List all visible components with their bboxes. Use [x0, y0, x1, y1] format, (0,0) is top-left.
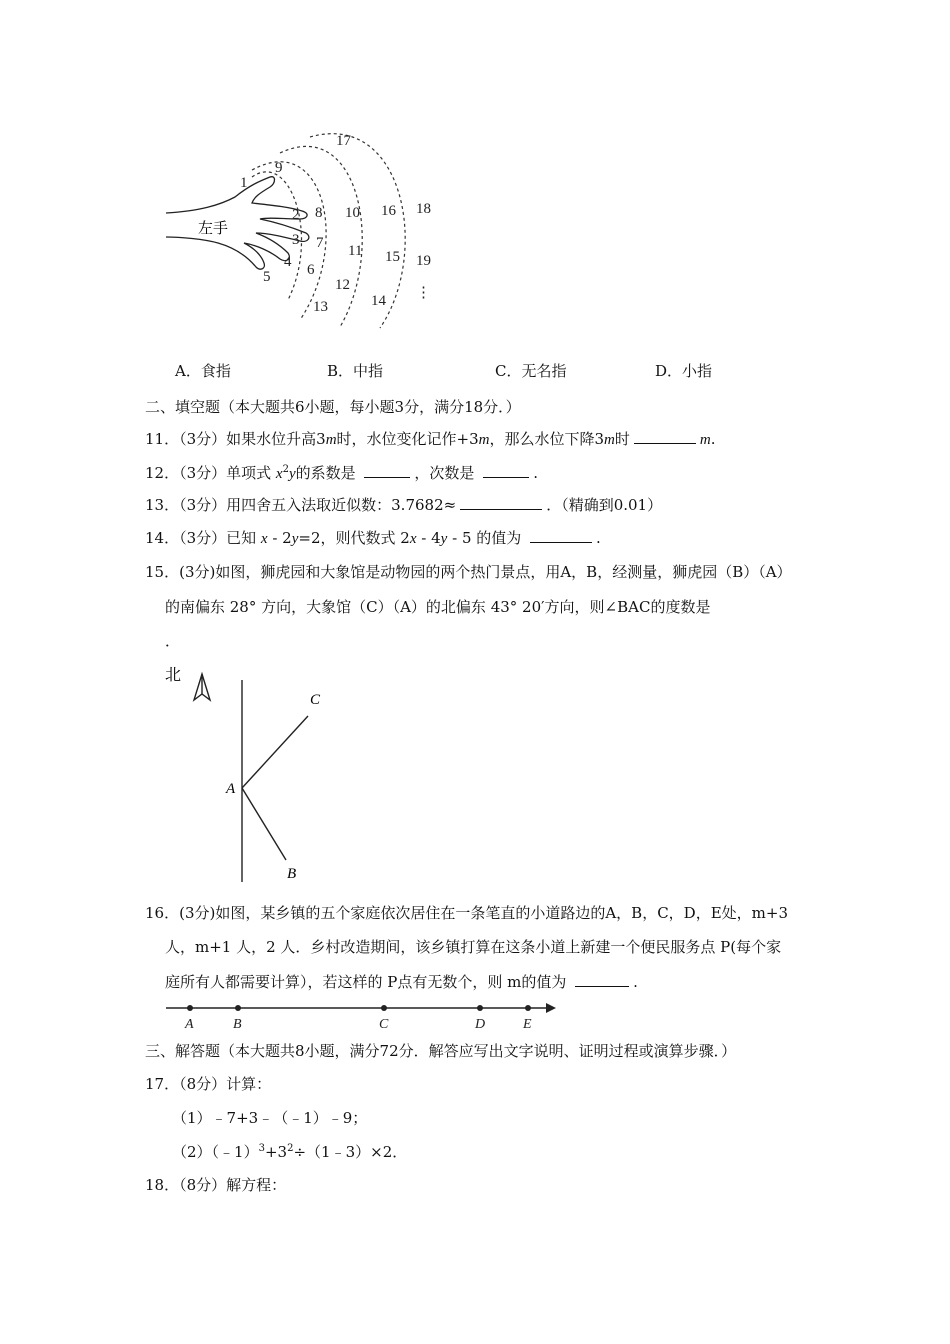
point-b	[235, 1005, 241, 1011]
point-c	[381, 1005, 387, 1011]
question-15-line-1: 15．(3分)如图，狮虎园和大象馆是动物园的两个热门景点，用A，B，经测量，狮虎园（B）（A）	[145, 563, 792, 581]
num-1: 1	[240, 175, 248, 191]
answer-blank[interactable]	[634, 429, 696, 444]
point-c-label: C	[310, 692, 321, 708]
label-e: E	[523, 1017, 532, 1032]
question-16-line-2: 人，m+1 人，2 人．乡村改造期间，该乡镇打算在这条小道上新建一个便民服务点 P(每个家	[165, 938, 782, 956]
section-2-heading: 二、填空题（本大题共6小题，每小题3分，满分18分．）	[145, 398, 521, 416]
num-7: 7	[316, 235, 324, 251]
option-d: D．小指	[655, 362, 713, 380]
question-15-line-3: ．	[165, 632, 181, 650]
question-11: 11．（3分）如果水位升高3m时，水位变化记作+3m，那么水位下降3m时 m.	[145, 430, 716, 448]
north-arrow-icon	[194, 674, 210, 700]
num-12: 12	[335, 277, 350, 293]
question-13: 13．（3分）用四舍五入法取近似数：3.7682≈ ．（精确到0.01）	[145, 496, 663, 514]
num-6: 6	[307, 262, 315, 278]
question-17-title: 17．（8分）计算：	[145, 1075, 272, 1093]
num-19: 19	[416, 253, 431, 269]
num-18: 18	[416, 201, 431, 217]
label-d: D	[475, 1017, 486, 1032]
num-16: 16	[381, 203, 396, 219]
label-a: A	[185, 1017, 194, 1032]
num-14: 14	[371, 293, 386, 309]
question-17-part-2: $(2)(﹣1)^3+3^2\div(1﹣3)\times 2$．	[172, 1143, 408, 1161]
question-12: 12．（3分）单项式 $x^2y$的系数是 ，次数是 .	[145, 464, 538, 482]
finger-counting-figure	[160, 125, 450, 330]
question-14: 14．（3分）已知 x - 2y=2，则代数式 2x - 4y - 5 的值为 .	[145, 529, 601, 547]
num-2: 2	[292, 207, 300, 223]
option-c: C．无名指	[495, 362, 567, 380]
question-17-part-1: （1）﹣7+3﹣（﹣1）﹣9；	[172, 1109, 368, 1127]
num-ellipsis: ⋮	[416, 285, 431, 301]
answer-blank[interactable]	[460, 495, 542, 510]
section-3-heading: 三、解答题（本大题共8小题，满分72分．解答应写出文字说明、证明过程或演算步骤．）	[145, 1042, 737, 1060]
answer-blank-coefficient[interactable]	[364, 463, 410, 478]
point-a-label: A	[226, 781, 236, 797]
point-b-label: B	[287, 866, 297, 882]
option-b: B．中指	[327, 362, 384, 380]
num-10: 10	[345, 205, 360, 221]
point-d	[477, 1005, 483, 1011]
question-16-line-3: 庭所有人都需要计算），若这样的 P点有无数个，则 m的值为 .	[165, 973, 638, 991]
direction-figure	[160, 660, 350, 890]
num-17: 17	[336, 133, 351, 149]
answer-blank[interactable]	[575, 972, 629, 987]
road-figure	[160, 998, 570, 1032]
arrow-head-icon	[546, 1003, 556, 1013]
label-c: C	[379, 1017, 389, 1032]
answer-blank-degree[interactable]	[483, 463, 529, 478]
north-label: 北	[165, 667, 182, 684]
hand-label: 左手	[198, 221, 229, 237]
question-15-line-2: 的南偏东 28° 方向，大象馆（C）（A）的北偏东 43° 20′方向，则∠BAC的度数是	[165, 598, 711, 616]
num-9: 9	[275, 160, 283, 176]
question-16-line-1: 16．(3分)如图，某乡镇的五个家庭依次居住在一条笔直的小道路边的A，B，C，D，E处，m+3	[145, 904, 788, 922]
option-a: A．食指	[175, 362, 231, 380]
num-11: 11	[348, 243, 363, 259]
num-3: 3	[292, 232, 300, 248]
ray-ab	[242, 788, 286, 860]
num-5: 5	[263, 269, 271, 285]
question-18-title: 18．（8分）解方程：	[145, 1176, 287, 1194]
point-e	[525, 1005, 531, 1011]
answer-blank[interactable]	[530, 528, 592, 543]
num-13: 13	[313, 299, 328, 315]
point-a	[187, 1005, 193, 1011]
num-8: 8	[315, 205, 323, 221]
num-4: 4	[284, 254, 292, 270]
num-15: 15	[385, 249, 400, 265]
ray-ac	[242, 716, 308, 788]
label-b: B	[233, 1017, 242, 1032]
